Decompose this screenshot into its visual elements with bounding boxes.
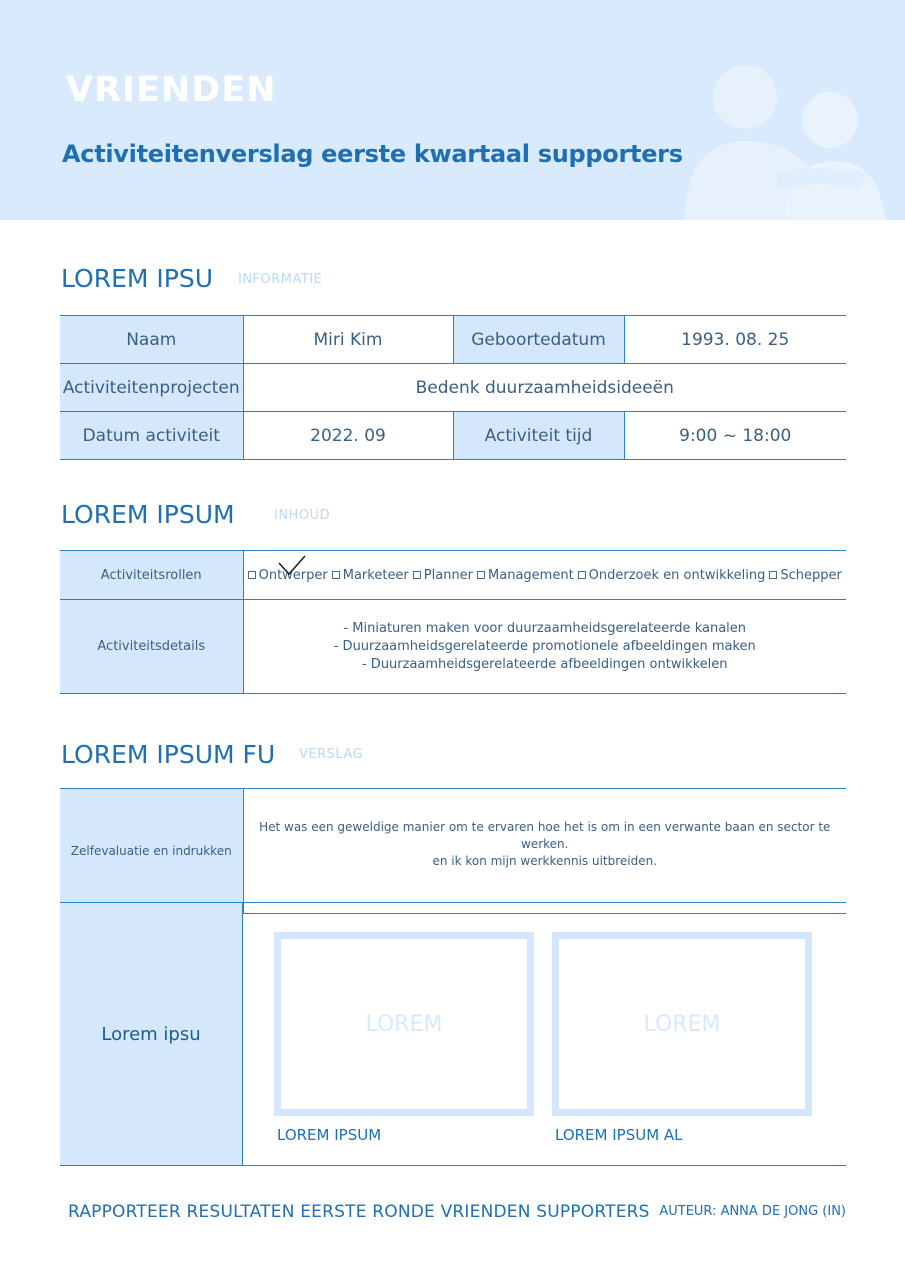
role-label: Management (488, 567, 574, 583)
supporters-illustration-icon (675, 55, 905, 220)
self-evaluation-text (243, 789, 846, 914)
birthdate-label: Geboortedatum (453, 316, 624, 364)
role-option[interactable] (578, 568, 766, 583)
checkbox-icon[interactable] (769, 571, 777, 579)
roles-list (248, 568, 842, 583)
content-table (60, 550, 846, 694)
photo-section-label: Lorem ipsu (60, 903, 243, 1165)
roles-cell (243, 551, 846, 600)
brand-title: VRIENDEN (66, 70, 277, 110)
name-label: Naam (60, 316, 243, 364)
checkbox-icon[interactable] (248, 571, 256, 579)
section-tag-content: INHOUD (274, 508, 331, 523)
role-label: Planner (423, 567, 474, 583)
section-tag-info: INFORMATIE (238, 272, 323, 287)
activity-time-label: Activiteit tijd (453, 412, 624, 460)
checkbox-icon[interactable] (578, 571, 586, 579)
detail-line: - Duurzaamheidsgerelateerde afbeeldingen ontwikkelen (361, 656, 728, 672)
activity-time-value: 9:00 ~ 18:00 (624, 412, 846, 460)
role-label: Onderzoek en ontwikkeling (588, 567, 766, 583)
footer-report-title: RAPPORTEER RESULTATEN EERSTE RONDE VRIENDEN SUPPORTERS (68, 1202, 650, 1222)
evaluation-line: Het was een geweldige manier om te ervaren hoe het is om in een verwante baan en sector te werken. (259, 820, 831, 851)
section-title-info: LOREM IPSU (61, 264, 214, 293)
role-option[interactable] (332, 568, 409, 583)
name-value: Miri Kim (243, 316, 453, 364)
header-banner (0, 0, 905, 220)
section-title-report: LOREM IPSUM FU (61, 740, 276, 769)
photo-frame-1[interactable]: LOREM (274, 932, 534, 1116)
details-cell (243, 600, 846, 694)
role-option[interactable] (413, 568, 473, 583)
photo-caption-2: LOREM IPSUM AL (555, 1126, 683, 1144)
photo-caption-1: LOREM IPSUM (277, 1126, 382, 1144)
report-table (60, 788, 846, 914)
report-subtitle: Activiteitenverslag eerste kwartaal supporters (62, 140, 683, 168)
section-tag-report: VERSLAG (299, 747, 364, 762)
role-label: Ontwerper (258, 567, 328, 583)
role-option[interactable] (769, 568, 841, 583)
role-option[interactable] (477, 568, 574, 583)
role-label: Schepper (780, 567, 842, 583)
info-table (60, 315, 846, 460)
birthdate-value: 1993. 08. 25 (624, 316, 846, 364)
details-label: Activiteitsdetails (60, 600, 243, 694)
evaluation-line: en ik kon mijn werkkennis uitbreiden. (432, 854, 658, 868)
roles-label: Activiteitsrollen (60, 551, 243, 600)
projects-value: Bedenk duurzaamheidsideeën (243, 364, 846, 412)
activity-date-value: 2022. 09 (243, 412, 453, 460)
checkbox-icon[interactable] (477, 571, 485, 579)
detail-line: - Duurzaamheidsgerelateerde promotionele afbeeldingen maken (333, 638, 756, 654)
role-label: Marketeer (342, 567, 409, 583)
projects-label: Activiteitenprojecten (60, 364, 243, 412)
checkmark-icon (277, 554, 307, 576)
self-evaluation-label: Zelfevaluatie en indrukken (60, 789, 243, 914)
checkbox-icon[interactable] (413, 571, 421, 579)
section-title-content: LOREM IPSUM (61, 500, 235, 529)
checkbox-icon[interactable] (332, 571, 340, 579)
photo-frame-2[interactable]: LOREM (552, 932, 812, 1116)
activity-date-label: Datum activiteit (60, 412, 243, 460)
footer-author: AUTEUR: ANNA DE JONG (IN) (659, 1204, 846, 1219)
detail-line: - Miniaturen maken voor duurzaamheidsgerelateerde kanalen (343, 620, 747, 636)
